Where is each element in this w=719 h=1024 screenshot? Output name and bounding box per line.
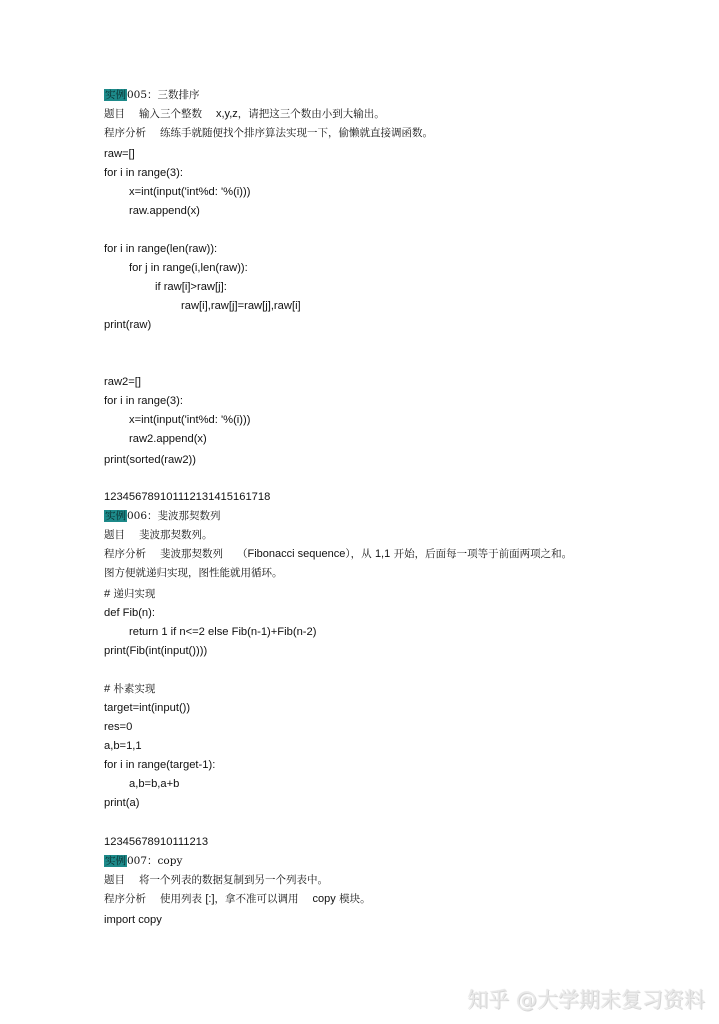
watermark: 知乎 @大学期末复习资料 [467, 988, 705, 1012]
code-line: raw.append(x) [129, 205, 200, 217]
code-line: a,b=b,a+b [129, 778, 180, 790]
example-005-analysis: 程序分析 练练手就随便找个排序算法实现一下，偷懒就直接调函数。 [104, 127, 433, 139]
code-line: print(raw) [104, 319, 152, 331]
code-line: x=int(input('int%d: '%(i))) [129, 414, 251, 426]
code-line: for i in range(3): [104, 167, 183, 179]
code-line: raw[i],raw[j]=raw[j],raw[i] [181, 300, 301, 312]
example-tag: 实例 [105, 89, 126, 101]
code-comment: # 递归实现 [104, 588, 156, 600]
example-tag: 实例 [105, 855, 126, 867]
code-line: for i in range(len(raw)): [104, 243, 218, 255]
line-numbers-artifact: 12345678910111213 [104, 836, 209, 848]
code-line: def Fib(n): [104, 607, 155, 619]
code-line: for i in range(3): [104, 395, 183, 407]
line-numbers-artifact: 123456789101112131415161718 [104, 491, 271, 503]
code-line: for j in range(i,len(raw)): [129, 262, 248, 274]
example-006-analysis: 程序分析 斐波那契数列 （Fibonacci sequence），从 1,1 开始，后面每一项等于前面两项之和。 [104, 548, 573, 560]
code-comment: # 朴素实现 [104, 683, 156, 695]
code-line: print(Fib(int(input()))) [104, 645, 208, 657]
code-line: raw=[] [104, 148, 135, 160]
code-line: raw2.append(x) [129, 433, 207, 445]
code-line: a,b=1,1 [104, 740, 142, 752]
example-005-heading: 实例005：三数排序 [105, 89, 200, 101]
code-line: print(sorted(raw2)) [104, 454, 197, 466]
example-tag: 实例 [105, 510, 126, 522]
example-007-question: 题目 将一个列表的数据复制到另一个列表中。 [104, 874, 328, 886]
code-line: print(a) [104, 797, 140, 809]
code-line: return 1 if n<=2 else Fib(n-1)+Fib(n-2) [129, 626, 317, 638]
code-line: res=0 [104, 721, 133, 733]
example-007-heading: 实例007：copy [105, 855, 183, 867]
example-006-analysis-2: 图方便就递归实现，图性能就用循环。 [104, 567, 283, 579]
example-005-question: 题目 输入三个整数 x,y,z，请把这三个数由小到大输出。 [104, 108, 385, 120]
code-line: for i in range(target-1): [104, 759, 216, 771]
example-007-analysis: 程序分析 使用列表 [:]，拿不准可以调用 copy 模块。 [104, 893, 371, 905]
code-line: target=int(input()) [104, 702, 191, 714]
code-line: if raw[i]>raw[j]: [155, 281, 227, 293]
code-line: x=int(input('int%d: '%(i))) [129, 186, 251, 198]
code-line: import copy [104, 914, 162, 926]
example-006-heading: 实例006：斐波那契数列 [105, 510, 221, 522]
example-006-question: 题目 斐波那契数列。 [104, 529, 213, 541]
code-line: raw2=[] [104, 376, 141, 388]
